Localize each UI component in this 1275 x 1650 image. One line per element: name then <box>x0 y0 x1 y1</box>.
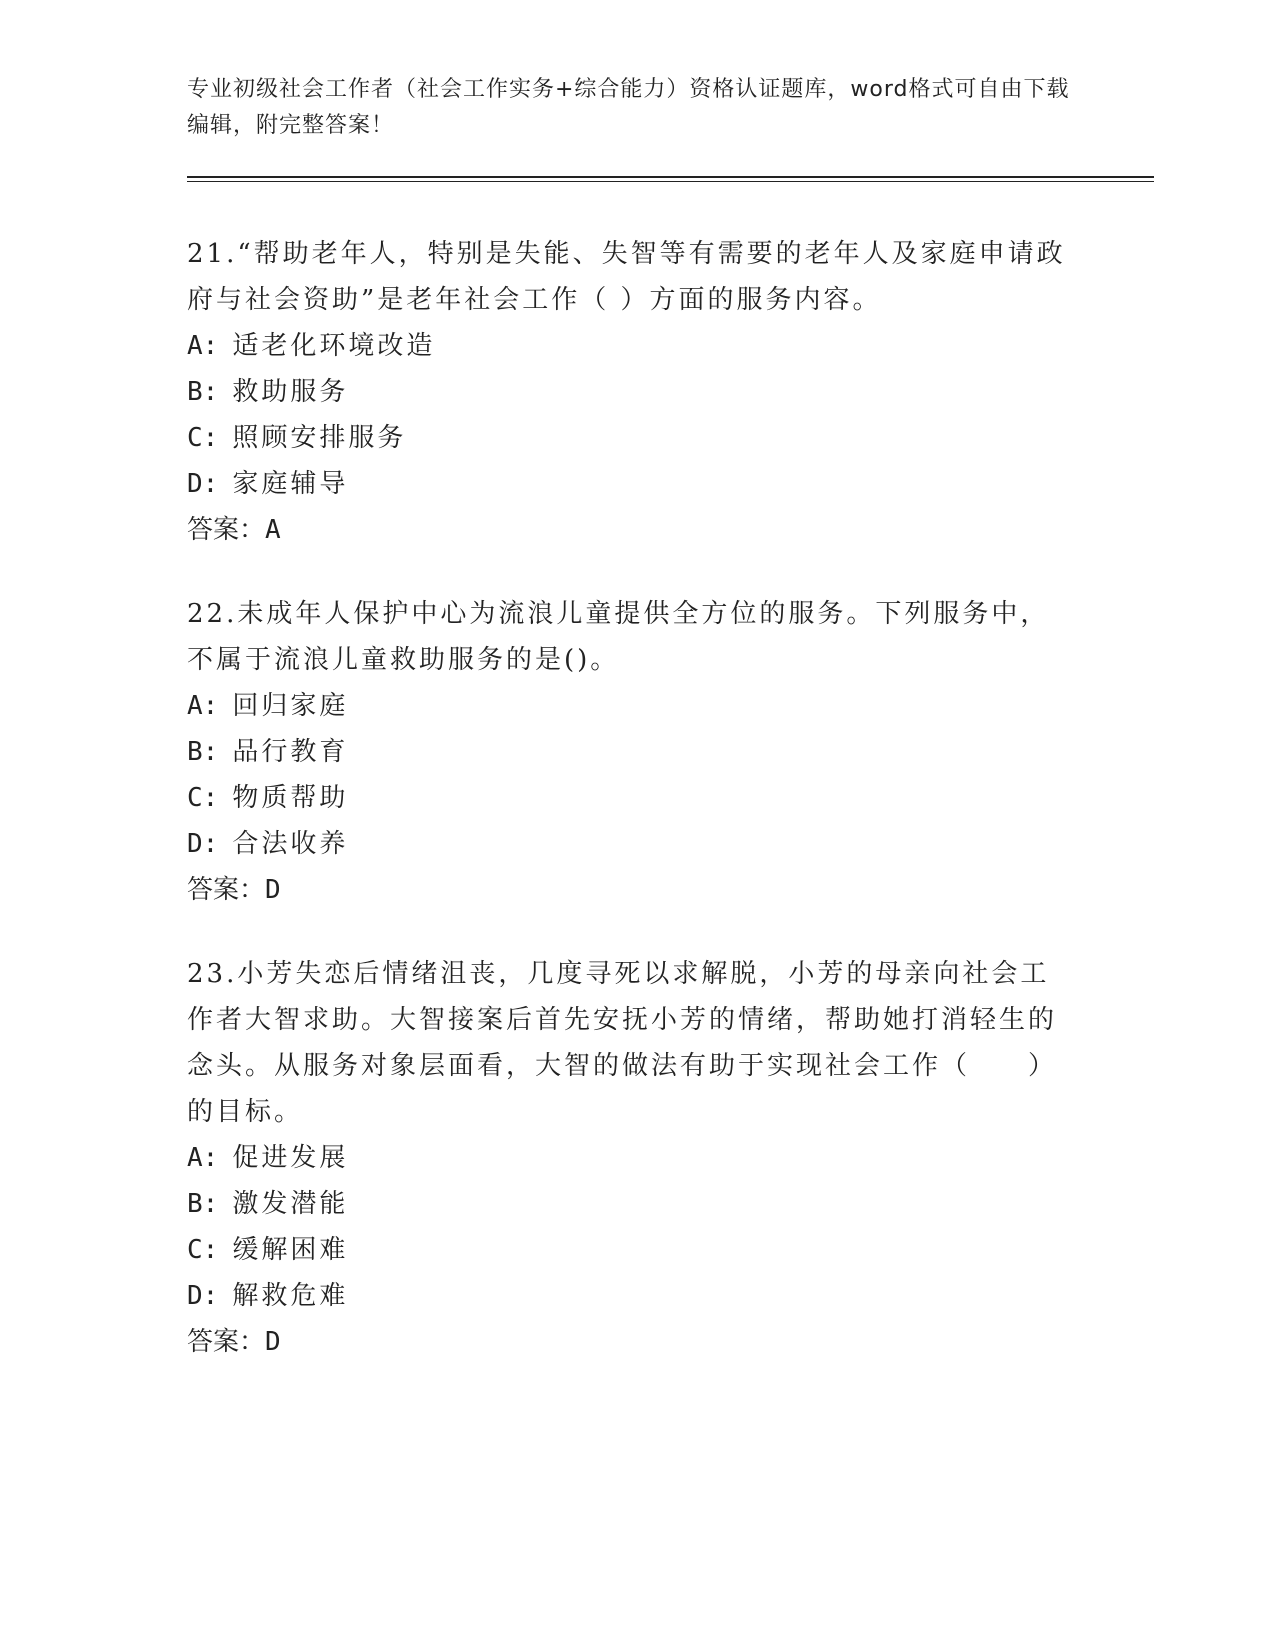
question-21 <box>187 231 1077 553</box>
option-key: D: <box>187 829 219 859</box>
option-text: 适老化环境改造 <box>232 331 436 361</box>
header-rule-top <box>187 176 1154 178</box>
option-text: 缓解困难 <box>232 1235 349 1265</box>
option-a <box>187 1135 1077 1181</box>
option-text: 家庭辅导 <box>232 469 349 499</box>
option-text: 回归家庭 <box>232 691 349 721</box>
answer-value: A <box>265 515 281 545</box>
option-key: C: <box>187 1235 219 1265</box>
option-d <box>187 1273 1077 1319</box>
option-text: 物质帮助 <box>232 783 349 813</box>
option-key: B: <box>187 737 219 767</box>
option-key: C: <box>187 423 219 453</box>
option-key: A: <box>187 1143 219 1173</box>
option-d <box>187 821 1077 867</box>
option-text: 救助服务 <box>232 377 349 407</box>
question-22 <box>187 591 1077 913</box>
option-key: B: <box>187 377 219 407</box>
option-key: C: <box>187 783 219 813</box>
option-text: 激发潜能 <box>232 1189 349 1219</box>
answer-value: D <box>265 875 281 905</box>
option-key: A: <box>187 691 219 721</box>
option-a <box>187 323 1077 369</box>
option-c <box>187 775 1077 821</box>
answer-value: D <box>265 1327 281 1357</box>
answer-label: 答案： <box>187 515 266 545</box>
question-23 <box>187 951 1077 1365</box>
question-stem: 23.小芳失恋后情绪沮丧，几度寻死以求解脱，小芳的母亲向社会工作者大智求助。大智接案后首先安抚小芳的情绪，帮助她打消轻生的念头。从服务对象层面看，大智的做法有助于实现社会工作（ ）的目标。 <box>187 959 1058 1127</box>
answer-line <box>187 507 1077 553</box>
answer-line <box>187 1319 1077 1365</box>
header-rule-bottom <box>187 181 1154 182</box>
option-b <box>187 729 1077 775</box>
option-b <box>187 1181 1077 1227</box>
option-c <box>187 415 1077 461</box>
option-text: 合法收养 <box>232 829 349 859</box>
answer-label: 答案： <box>187 1327 266 1357</box>
answer-label: 答案： <box>187 875 266 905</box>
document-header: 专业初级社会工作者（社会工作实务+综合能力）资格认证题库，word格式可自由下载编辑，附完整答案！ <box>187 77 1070 138</box>
option-c <box>187 1227 1077 1273</box>
option-key: A: <box>187 331 219 361</box>
option-a <box>187 683 1077 729</box>
question-stem: 22.未成年人保护中心为流浪儿童提供全方位的服务。下列服务中，不属于流浪儿童救助服务的是()。 <box>187 599 1050 675</box>
question-stem: 21.“帮助老年人，特别是失能、失智等有需要的老年人及家庭申请政府与社会资助”是老年社会工作（ ）方面的服务内容。 <box>187 239 1066 315</box>
option-d <box>187 461 1077 507</box>
option-text: 照顾安排服务 <box>232 423 407 453</box>
option-text: 品行教育 <box>232 737 349 767</box>
option-b <box>187 369 1077 415</box>
answer-line <box>187 867 1077 913</box>
option-key: D: <box>187 469 219 499</box>
option-text: 解救危难 <box>232 1281 349 1311</box>
option-key: B: <box>187 1189 219 1219</box>
option-text: 促进发展 <box>232 1143 349 1173</box>
option-key: D: <box>187 1281 219 1311</box>
